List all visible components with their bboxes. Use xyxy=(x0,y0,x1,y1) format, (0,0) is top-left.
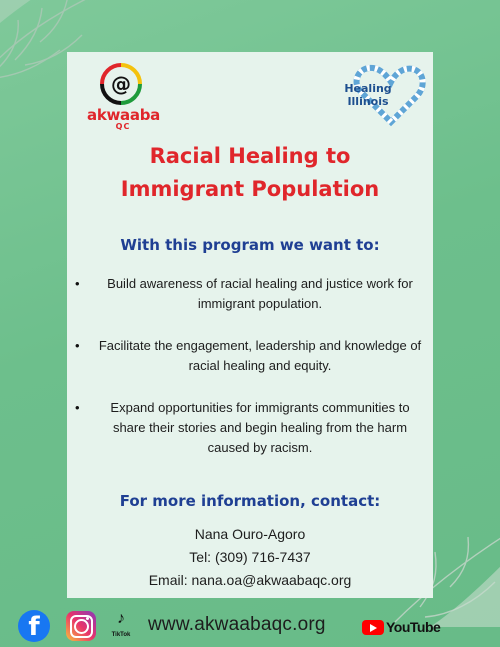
akwaaba-logo xyxy=(87,62,159,136)
program-heading: With this program we want to: xyxy=(120,236,380,254)
bullet-dot-icon: • xyxy=(75,400,80,415)
contact-heading: For more information, contact: xyxy=(119,492,381,510)
akwaaba-qc-mark: QC xyxy=(115,122,131,131)
youtube-icon[interactable] xyxy=(362,620,384,635)
bullet-dot-icon: • xyxy=(75,276,80,291)
healing-word: Healing xyxy=(344,82,392,95)
akwaaba-wordmark: akwaaba xyxy=(87,106,160,124)
social-footer xyxy=(0,606,500,647)
list-item-text: Build awareness of racial healing and justice work for immigrant population. xyxy=(107,276,413,311)
facebook-icon[interactable]: f xyxy=(18,610,50,642)
tiktok-label: TikTok xyxy=(111,632,131,638)
flyer-card xyxy=(67,52,433,598)
title-line-2: Immigrant Population xyxy=(120,177,380,201)
tiktok-icon[interactable]: ♪ TikTok xyxy=(106,610,136,644)
goals-list xyxy=(75,274,427,480)
list-item-text: Expand opportunities for immigrants communities to share their stories and begin healing from the harm caused by racism. xyxy=(110,400,410,455)
instagram-icon[interactable] xyxy=(66,611,96,641)
website-link[interactable]: www.akwaabaqc.org xyxy=(148,614,326,635)
list-item xyxy=(75,274,427,314)
svg-text:@: @ xyxy=(111,72,131,96)
contact-phone[interactable]: Tel: (309) 716-7437 xyxy=(189,549,311,565)
contact-name: Nana Ouro-Agoro xyxy=(194,526,306,542)
akwaaba-ring-icon xyxy=(99,62,143,106)
flyer-title xyxy=(67,140,433,206)
bullet-dot-icon: • xyxy=(75,338,80,353)
list-item xyxy=(75,336,427,376)
list-item xyxy=(75,398,427,458)
youtube-label[interactable]: YouTube xyxy=(386,619,441,635)
list-item-text: Facilitate the engagement, leadership and knowledge of racial healing and equity. xyxy=(98,338,422,373)
title-line-1: Racial Healing to xyxy=(149,144,351,168)
healing-illinois-logo xyxy=(329,60,427,128)
illinois-word: Illinois xyxy=(347,95,389,108)
contact-email[interactable]: Email: nana.oa@akwaabaqc.org xyxy=(148,572,352,588)
